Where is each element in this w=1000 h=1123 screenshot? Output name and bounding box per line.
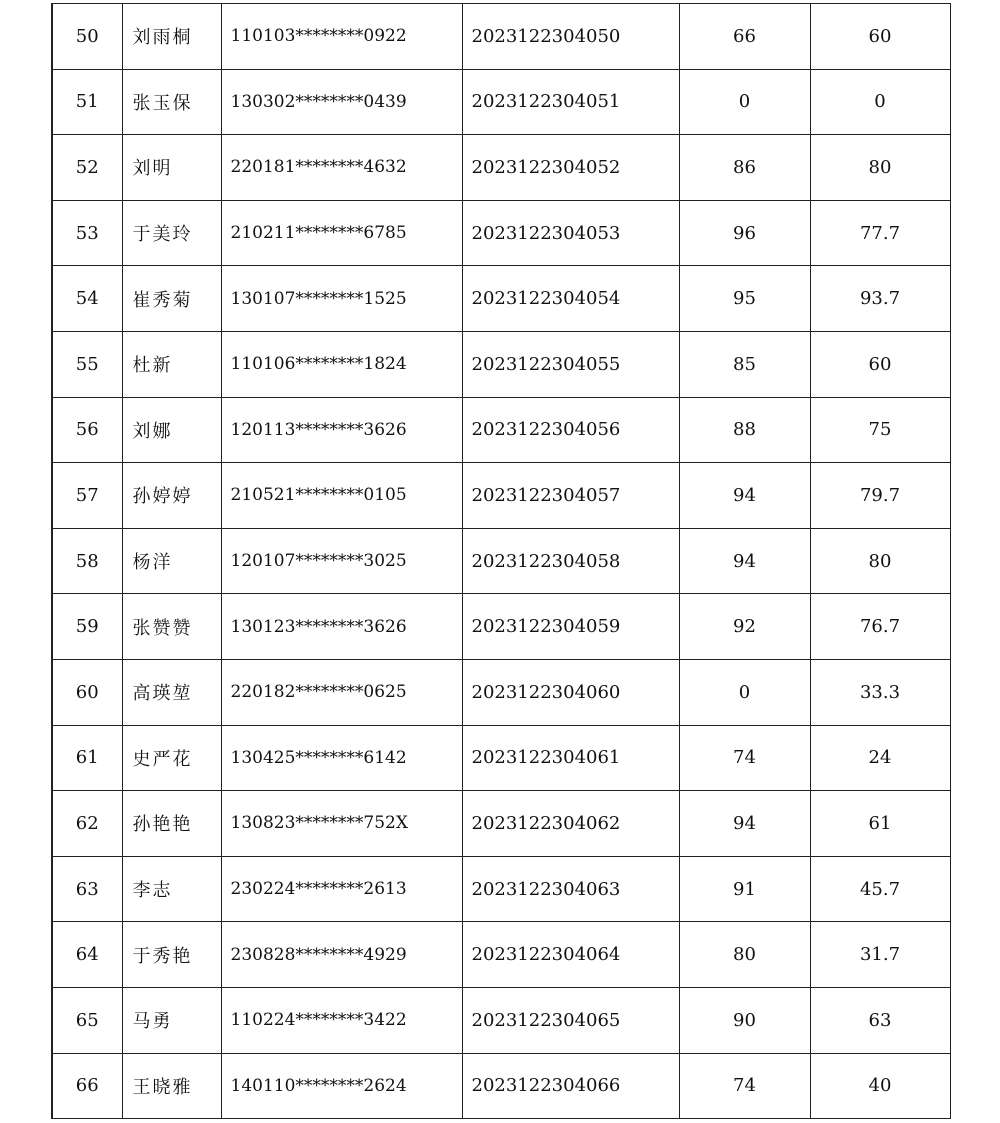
score-1: 74 [679,725,810,791]
table-row [52,266,950,332]
id-number: 120113********3626 [221,397,462,463]
table-row [52,463,950,529]
ticket-number: 2023122304058 [462,528,679,594]
ticket-number: 2023122304050 [462,4,679,70]
candidate-name: 李志 [122,856,221,922]
table-row [52,791,950,857]
id-number: 110106********1824 [221,331,462,397]
ticket-number: 2023122304064 [462,922,679,988]
candidate-name: 张玉保 [122,69,221,135]
ticket-number: 2023122304061 [462,725,679,791]
row-number: 62 [52,791,122,857]
ticket-number: 2023122304054 [462,266,679,332]
score-1: 0 [679,69,810,135]
row-number: 54 [52,266,122,332]
score-table-body [52,4,950,1119]
table-row [52,397,950,463]
ticket-number: 2023122304053 [462,200,679,266]
ticket-number: 2023122304062 [462,791,679,857]
candidate-name: 高瑛堃 [122,659,221,725]
id-number: 210211********6785 [221,200,462,266]
id-number: 230224********2613 [221,856,462,922]
score-1: 90 [679,987,810,1053]
id-number: 130302********0439 [221,69,462,135]
ticket-number: 2023122304052 [462,135,679,201]
row-number: 63 [52,856,122,922]
score-2: 24 [810,725,950,791]
id-number: 130107********1525 [221,266,462,332]
score-1: 92 [679,594,810,660]
score-2: 80 [810,528,950,594]
row-number: 53 [52,200,122,266]
row-number: 59 [52,594,122,660]
row-number: 52 [52,135,122,201]
score-2: 93.7 [810,266,950,332]
table-row [52,987,950,1053]
id-number: 220181********4632 [221,135,462,201]
candidate-name: 王晓雅 [122,1053,221,1119]
candidate-name: 刘雨桐 [122,4,221,70]
score-2: 77.7 [810,200,950,266]
candidate-name: 崔秀菊 [122,266,221,332]
candidate-name: 刘明 [122,135,221,201]
score-1: 80 [679,922,810,988]
row-number: 56 [52,397,122,463]
score-1: 95 [679,266,810,332]
table-row [52,200,950,266]
score-table-page [51,3,949,1119]
ticket-number: 2023122304051 [462,69,679,135]
score-2: 60 [810,331,950,397]
table-row [52,528,950,594]
table-row [52,69,950,135]
candidate-name: 孙婷婷 [122,463,221,529]
score-1: 86 [679,135,810,201]
candidate-name: 史严花 [122,725,221,791]
score-2: 40 [810,1053,950,1119]
score-1: 66 [679,4,810,70]
candidate-name: 杜新 [122,331,221,397]
table-row [52,135,950,201]
score-1: 94 [679,528,810,594]
ticket-number: 2023122304056 [462,397,679,463]
score-2: 80 [810,135,950,201]
id-number: 230828********4929 [221,922,462,988]
row-number: 57 [52,463,122,529]
table-row [52,725,950,791]
id-number: 110103********0922 [221,4,462,70]
candidate-name: 于美玲 [122,200,221,266]
row-number: 58 [52,528,122,594]
score-2: 45.7 [810,856,950,922]
candidate-name: 孙艳艳 [122,791,221,857]
candidate-name: 于秀艳 [122,922,221,988]
row-number: 64 [52,922,122,988]
table-row [52,659,950,725]
id-number: 120107********3025 [221,528,462,594]
id-number: 140110********2624 [221,1053,462,1119]
score-1: 91 [679,856,810,922]
score-table [51,3,951,1119]
ticket-number: 2023122304060 [462,659,679,725]
score-2: 76.7 [810,594,950,660]
score-1: 0 [679,659,810,725]
id-number: 130123********3626 [221,594,462,660]
candidate-name: 杨洋 [122,528,221,594]
score-1: 85 [679,331,810,397]
row-number: 55 [52,331,122,397]
id-number: 110224********3422 [221,987,462,1053]
score-1: 94 [679,463,810,529]
ticket-number: 2023122304055 [462,331,679,397]
candidate-name: 刘娜 [122,397,221,463]
score-2: 61 [810,791,950,857]
score-1: 94 [679,791,810,857]
row-number: 65 [52,987,122,1053]
id-number: 130425********6142 [221,725,462,791]
table-row [52,331,950,397]
score-2: 75 [810,397,950,463]
score-2: 60 [810,4,950,70]
candidate-name: 张赞赞 [122,594,221,660]
row-number: 60 [52,659,122,725]
score-2: 0 [810,69,950,135]
table-row [52,922,950,988]
ticket-number: 2023122304057 [462,463,679,529]
row-number: 66 [52,1053,122,1119]
table-row [52,1053,950,1119]
row-number: 50 [52,4,122,70]
ticket-number: 2023122304065 [462,987,679,1053]
score-1: 74 [679,1053,810,1119]
score-2: 33.3 [810,659,950,725]
score-2: 63 [810,987,950,1053]
ticket-number: 2023122304059 [462,594,679,660]
score-1: 96 [679,200,810,266]
id-number: 210521********0105 [221,463,462,529]
ticket-number: 2023122304063 [462,856,679,922]
score-1: 88 [679,397,810,463]
table-row [52,594,950,660]
score-2: 31.7 [810,922,950,988]
score-2: 79.7 [810,463,950,529]
table-row [52,856,950,922]
table-row [52,4,950,70]
row-number: 51 [52,69,122,135]
row-number: 61 [52,725,122,791]
id-number: 130823********752X [221,791,462,857]
candidate-name: 马勇 [122,987,221,1053]
ticket-number: 2023122304066 [462,1053,679,1119]
id-number: 220182********0625 [221,659,462,725]
